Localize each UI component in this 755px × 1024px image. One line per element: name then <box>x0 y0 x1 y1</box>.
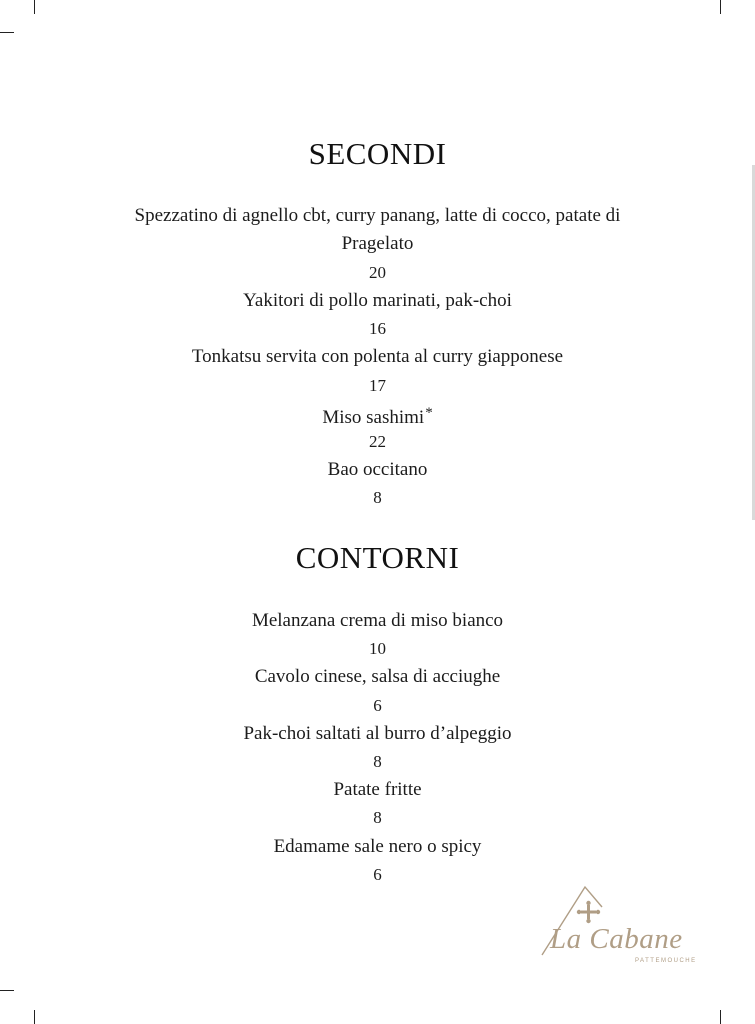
logo-wordmark: La Cabane <box>550 923 683 955</box>
crop-mark-left-upper <box>0 32 14 33</box>
crop-mark-top-left <box>34 0 35 14</box>
dish-price: 16 <box>369 319 386 338</box>
side-price: 8 <box>373 752 382 771</box>
section-title-secondi: SECONDI <box>308 136 447 171</box>
side-price: 6 <box>373 865 382 884</box>
cross-icon <box>577 901 600 923</box>
side-name: Pak-choi saltati al burro d’alpeggio <box>243 723 512 744</box>
logo-subtitle: PATTEMOUCHE <box>635 958 697 964</box>
asterisk-mark: * <box>425 405 433 421</box>
crop-mark-left-lower <box>0 990 14 991</box>
side-name: Cavolo cinese, salsa di acciughe <box>254 666 501 687</box>
side-price: 6 <box>373 696 382 715</box>
dish-name: Miso sashimi <box>322 407 425 428</box>
dish-price: 20 <box>369 263 386 282</box>
side-price: 8 <box>373 808 382 827</box>
side-name: Patate fritte <box>333 779 422 800</box>
dish-name: Tonkatsu servita con polenta al curry giapponese <box>191 346 564 367</box>
dish-name: Yakitori di pollo marinati, pak-choi <box>243 290 512 311</box>
section-title-contorni: CONTORNI <box>295 540 460 575</box>
dish-name: Spezzatino di agnello cbt, curry panang, latte di cocco, patate di <box>134 205 621 226</box>
side-name: Melanzana crema di miso bianco <box>251 610 504 631</box>
dish-price: 8 <box>373 488 382 507</box>
dish-name-continued: Pragelato <box>341 233 414 254</box>
side-name: Edamame sale nero o spicy <box>273 836 482 857</box>
crop-mark-bottom-right <box>720 1010 721 1024</box>
dish-price: 22 <box>369 432 386 451</box>
dish-price: 17 <box>369 376 386 395</box>
crop-mark-top-right <box>720 0 721 14</box>
crop-mark-bottom-left <box>34 1010 35 1024</box>
la-cabane-logo <box>540 885 700 975</box>
side-price: 10 <box>369 639 386 658</box>
dish-name: Bao occitano <box>327 459 428 480</box>
